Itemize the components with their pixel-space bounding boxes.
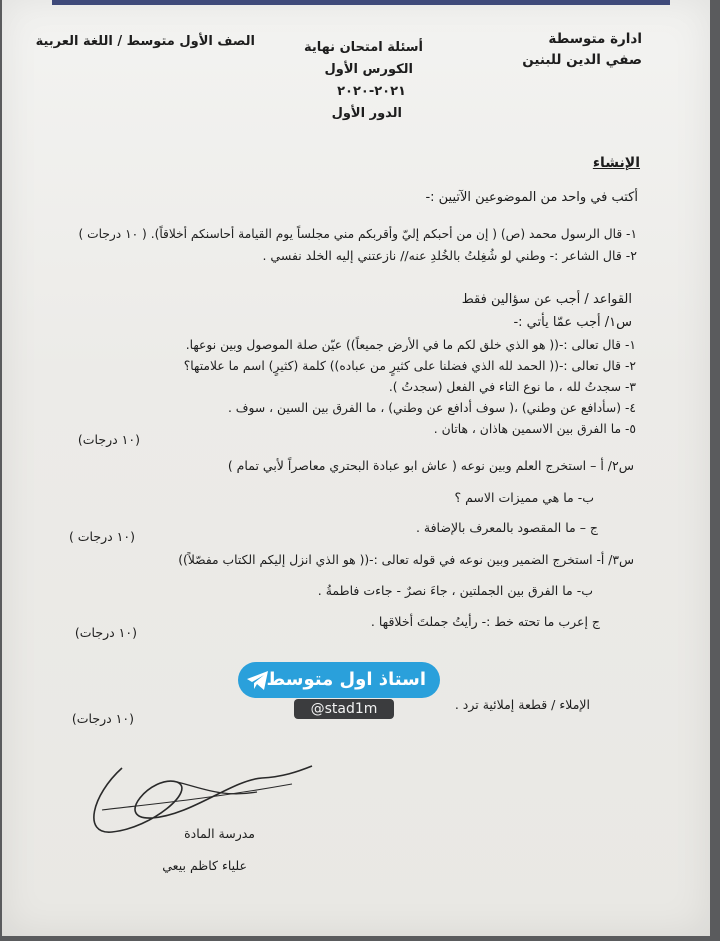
q1-item-4: ٤- (سأدافع عن وطني) ،( سوف أدافع عن وطني) ، ما الفرق بين السين ، سوف . [227,401,636,415]
q3-part-c: ج إعرب ما تحته خط :- رأيتُ جملتَ أخلاقها . [370,614,600,629]
course: الكورس الأول [324,62,413,77]
exam-title: أسئلة امتحان نهاية [303,40,423,55]
q3-part-a: س٣/ أ- استخرج الضمير وبين نوعه في قوله تعالى :-(( هو الذي انزل إليكم الكتاب مفصّلاً)) [178,553,634,567]
signature-scribble [82,740,322,840]
essay-heading: الإنشاء [592,155,640,171]
essay-item-2: ٢- قال الشاعر :- وطني لو شُغِلتُ بالخُلدِ عنه// نازعتني إليه الخلد نفسي . [262,248,637,263]
channel-name: استاذ اول متوسط [266,669,426,690]
teacher-label: مدرسة المادة [184,826,255,841]
q1-title: س١/ أجب عمّا يأتي :- [513,315,632,330]
admin-line1: ادارة متوسطة [548,31,642,47]
q3-part-b: ب- ما الفرق بين الجملتين ، جاءَ نصرٌ - جاءت فاطمةُ . [317,583,593,598]
q1-marks: (١٠ درجات) [77,432,140,447]
q1-item-2: ٢- قال تعالى :-(( الحمد لله الذي فضلنا على كثيرٍ من عباده)) كلمة (كثيرٍ) اسم ما علامتها؟ [183,359,636,373]
q1-item-1: ١- قال تعالى :-(( هو الذي خلق لكم ما في الأرض جميعاً)) عيّن صلة الموصول وبين نوعها. [185,338,636,352]
channel-handle-text: @stad1m [310,701,378,717]
top-edge-bar [52,0,670,5]
exam-paper [2,0,710,936]
admin-line2: صفي الدين للبنين [522,52,642,68]
q2-part-a: س٢/ أ – استخرج العلم وبين نوعه ( عاش ابو عبادة البحتري معاصراً لأبي تمام ) [227,458,634,473]
q3-marks: (١٠ درجات) [74,625,137,640]
essay-item-1: ١- قال الرسول محمد (ص) ( إن من أحبكم إليّ وأقربكم مني مجلساً يوم القيامة أحاسنكم أخلاقاً). ( ١٠ درجات ) [78,227,637,241]
q2-part-b: ب- ما هي مميزات الاسم ؟ [454,490,594,505]
channel-handle[interactable] [294,699,394,719]
dictation-text: الإملاء / قطعة إملائية ترد . [454,697,590,712]
dictation-marks: (١٠ درجات) [71,711,134,726]
telegram-badge[interactable] [238,662,440,698]
year: ٢٠٢١-٢٠٢٠ [337,84,406,99]
q2-marks: (١٠ درجات ) [68,529,135,544]
grammar-heading: القواعد / أجب عن سؤالين فقط [461,292,632,307]
q1-item-3: ٣- سجدتُ لله ، ما نوع التاء في الفعل (سجدتُ ). [388,380,636,394]
q2-part-c: ج – ما المقصود بالمعرف بالإضافة . [415,520,598,535]
round: الدور الأول [331,106,402,121]
grade-subject: الصف الأول متوسط / اللغة العربية [35,34,255,49]
essay-instruction: أكتب في واحد من الموضوعين الآتيين :- [425,190,638,205]
q1-item-5: ٥- ما الفرق بين الاسمين هاذان ، هاتان . [433,422,636,436]
teacher-name: علياء كاظم بيعي [162,858,247,873]
bottom-edge [0,936,720,941]
